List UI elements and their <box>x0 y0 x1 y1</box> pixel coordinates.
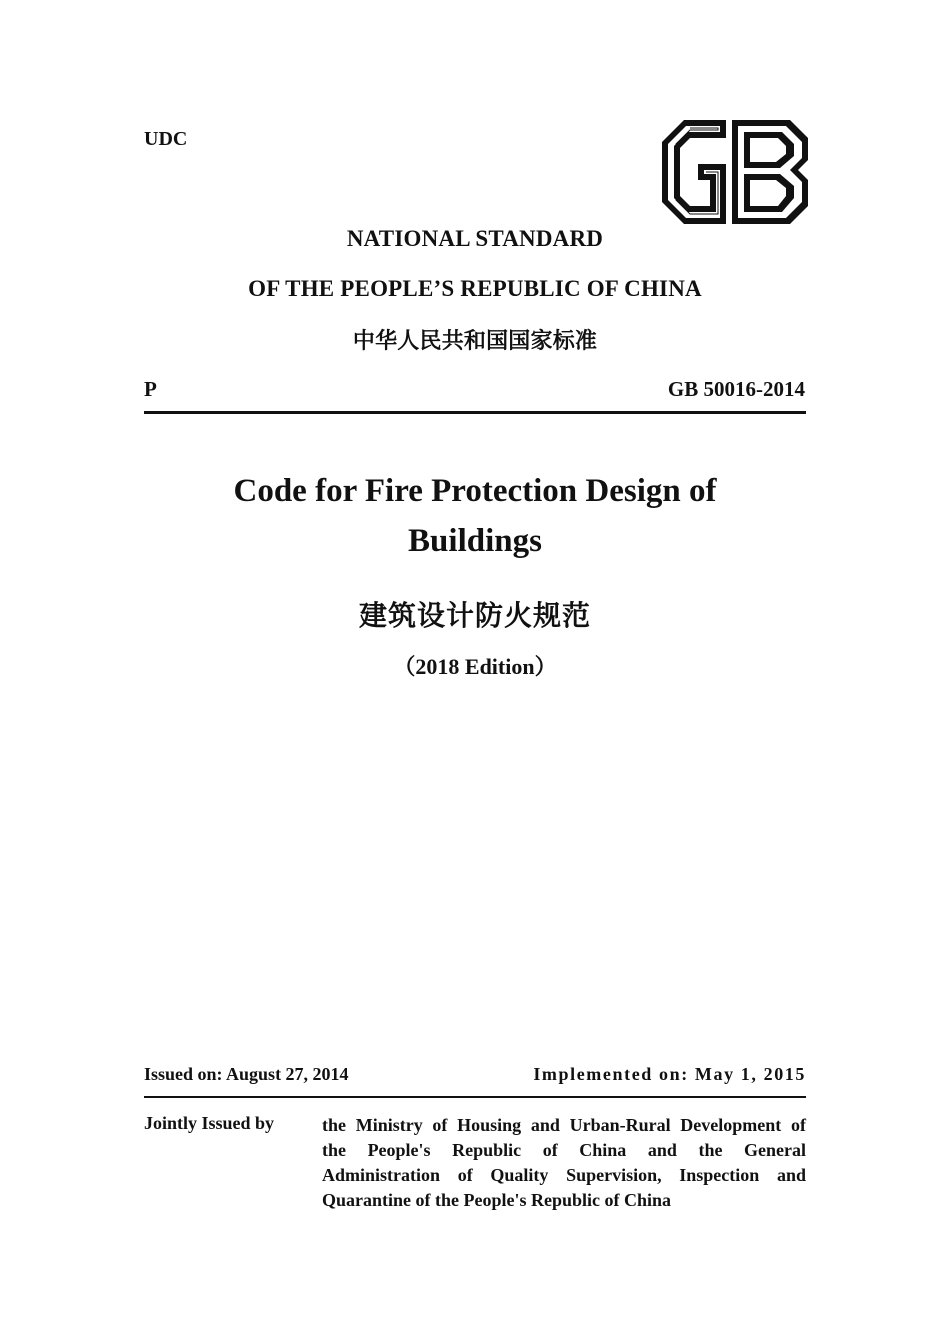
gb-logo-icon <box>644 118 810 226</box>
standard-number: GB 50016-2014 <box>667 377 805 401</box>
footer-divider <box>144 1096 806 1098</box>
issuer-label: Jointly Issued by <box>144 1113 275 1133</box>
document-title-english <box>0 466 950 566</box>
header-divider <box>144 411 806 414</box>
category-code: P <box>144 377 157 401</box>
issuer-line: Quarantine of the People's Republic of China <box>322 1190 672 1210</box>
title-line-1: Code for Fire Protection Design of <box>233 473 717 509</box>
document-title-chinese: 建筑设计防火规范 <box>358 599 591 632</box>
udc-label: UDC <box>144 128 188 150</box>
issuer-line: the People's Republic of China and the General <box>322 1140 806 1160</box>
standard-title-line-1: NATIONAL STANDARD <box>346 226 604 251</box>
issuer-line: the Ministry of Housing and Urban-Rural Development of <box>322 1115 806 1135</box>
issued-date: Issued on: August 27, 2014 <box>144 1064 349 1084</box>
standard-title-line-zh: 中华人民共和国国家标准 <box>352 329 598 354</box>
edition-label: （2018 Edition） <box>393 654 557 679</box>
title-line-2: Buildings <box>408 523 542 559</box>
standard-title-line-2: OF THE PEOPLE’S REPUBLIC OF CHINA <box>248 276 702 301</box>
issuer-line: Administration of Quality Supervision, Inspection and <box>322 1165 806 1185</box>
implemented-date: Implemented on: May 1, 2015 <box>533 1064 806 1084</box>
issuer-text <box>322 1113 806 1213</box>
